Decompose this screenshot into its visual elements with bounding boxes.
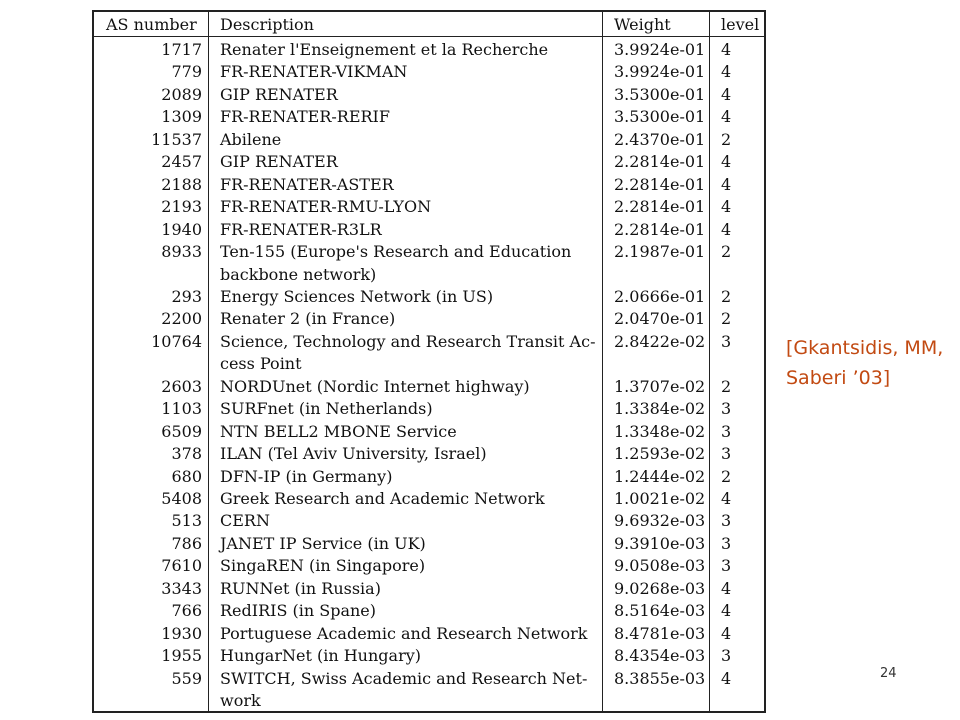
weight-cell: 1.3384e-02 bbox=[614, 399, 706, 419]
level-cell: 3 bbox=[721, 556, 732, 576]
as-number-cell: 8933 bbox=[161, 242, 202, 262]
table-row bbox=[94, 555, 764, 577]
description-cell: SWITCH, Swiss Academic and Research Net- bbox=[220, 668, 588, 688]
level-cell: 3 bbox=[721, 421, 732, 441]
description-cell: GIP RENATER bbox=[220, 152, 338, 172]
level-cell: 4 bbox=[721, 152, 732, 172]
as-number-cell: 2193 bbox=[161, 197, 202, 217]
table-row bbox=[94, 488, 764, 510]
table-row bbox=[94, 376, 764, 398]
weight-cell: 9.0508e-03 bbox=[614, 556, 706, 576]
description-cell: FR-RENATER-RMU-LYON bbox=[220, 197, 432, 217]
header-weight: Weight bbox=[614, 15, 671, 34]
as-number-cell: 3343 bbox=[161, 578, 202, 598]
as-number-cell: 513 bbox=[171, 511, 202, 531]
weight-cell: 2.8422e-02 bbox=[614, 331, 706, 351]
table-row bbox=[94, 286, 764, 308]
description-cell: FR-RENATER-VIKMAN bbox=[220, 62, 408, 82]
description-cell: NTN BELL2 MBONE Service bbox=[220, 421, 457, 441]
as-number-cell: 1103 bbox=[161, 399, 202, 419]
weight-cell: 8.4354e-03 bbox=[614, 646, 706, 666]
table-row bbox=[94, 353, 764, 375]
as-number-cell: 5408 bbox=[161, 489, 202, 508]
table-row bbox=[94, 645, 764, 667]
description-cell: Ten-155 (Europe's Research and Education bbox=[220, 242, 572, 262]
header-description: Description bbox=[220, 15, 314, 34]
description-cell: SingaREN (in Singapore) bbox=[220, 556, 426, 576]
description-cell: CERN bbox=[220, 511, 270, 531]
weight-cell: 2.0470e-01 bbox=[614, 309, 706, 329]
weight-cell: 2.2814e-01 bbox=[614, 219, 706, 239]
description-cell: SURFnet (in Netherlands) bbox=[220, 399, 433, 419]
table-row bbox=[94, 600, 764, 622]
level-cell: 4 bbox=[721, 668, 732, 688]
as-number-cell: 779 bbox=[171, 62, 202, 82]
as-number-cell: 680 bbox=[171, 466, 202, 486]
level-cell: 4 bbox=[721, 62, 732, 82]
level-cell: 4 bbox=[721, 219, 732, 239]
table-row bbox=[94, 84, 764, 106]
weight-cell: 1.2444e-02 bbox=[614, 466, 706, 486]
description-cell: FR-RENATER-R3LR bbox=[220, 219, 382, 239]
description-cell: Greek Research and Academic Network bbox=[220, 489, 545, 508]
weight-cell: 1.2593e-02 bbox=[614, 444, 706, 464]
level-cell: 4 bbox=[721, 489, 732, 508]
table-row bbox=[94, 623, 764, 645]
as-number-cell: 2188 bbox=[161, 174, 202, 194]
table-row bbox=[94, 219, 764, 241]
description-cell: ILAN (Tel Aviv University, Israel) bbox=[220, 444, 487, 464]
level-cell: 4 bbox=[721, 578, 732, 598]
as-number-cell: 1309 bbox=[161, 107, 202, 127]
page-number: 24 bbox=[880, 666, 897, 681]
weight-cell: 2.2814e-01 bbox=[614, 174, 706, 194]
citation-line: [Gkantsidis, MM, bbox=[786, 337, 944, 359]
level-cell: 2 bbox=[721, 242, 732, 262]
level-cell: 4 bbox=[721, 84, 732, 104]
as-number-cell: 10764 bbox=[151, 331, 202, 351]
weight-cell: 2.0666e-01 bbox=[614, 286, 706, 306]
table-row bbox=[94, 174, 764, 196]
description-cell: FR-RENATER-ASTER bbox=[220, 174, 394, 194]
weight-cell: 8.3855e-03 bbox=[614, 668, 706, 688]
table-row bbox=[94, 578, 764, 600]
level-cell: 2 bbox=[721, 129, 732, 149]
weight-cell: 9.6932e-03 bbox=[614, 511, 706, 531]
description-cell: JANET IP Service (in UK) bbox=[220, 533, 426, 553]
table-row bbox=[94, 331, 764, 353]
description-cell: Energy Sciences Network (in US) bbox=[220, 286, 494, 306]
weight-cell: 1.3707e-02 bbox=[614, 376, 706, 396]
table-row bbox=[94, 690, 764, 712]
as-number-cell: 2200 bbox=[161, 309, 202, 329]
as-number-cell: 766 bbox=[171, 601, 202, 621]
weight-cell: 9.3910e-03 bbox=[614, 533, 706, 553]
description-cell: work bbox=[220, 691, 261, 711]
description-cell: Renater l'Enseignement et la Recherche bbox=[220, 40, 549, 59]
weight-cell: 3.9924e-01 bbox=[614, 62, 706, 82]
level-cell: 4 bbox=[721, 601, 732, 621]
description-cell: Abilene bbox=[220, 129, 282, 149]
description-cell: FR-RENATER-RERIF bbox=[220, 107, 390, 127]
level-cell: 3 bbox=[721, 533, 732, 553]
header-level: level bbox=[721, 15, 760, 34]
table-row bbox=[94, 129, 764, 151]
table-row bbox=[94, 106, 764, 128]
description-cell: backbone network) bbox=[220, 264, 377, 284]
table-row bbox=[94, 61, 764, 83]
description-cell: Science, Technology and Research Transit Ac- bbox=[220, 331, 596, 351]
table-row bbox=[94, 421, 764, 443]
weight-cell: 2.1987e-01 bbox=[614, 242, 706, 262]
description-cell: DFN-IP (in Germany) bbox=[220, 466, 393, 486]
citation-line: Saberi ’03] bbox=[786, 367, 891, 389]
weight-cell: 2.2814e-01 bbox=[614, 152, 706, 172]
header-rule bbox=[94, 36, 764, 37]
table-row bbox=[94, 39, 764, 61]
level-cell: 4 bbox=[721, 197, 732, 217]
description-cell: RedIRIS (in Spane) bbox=[220, 601, 376, 621]
as-number-cell: 6509 bbox=[161, 421, 202, 441]
description-cell: cess Point bbox=[220, 354, 302, 374]
table-row bbox=[94, 398, 764, 420]
level-cell: 3 bbox=[721, 511, 732, 531]
weight-cell: 2.2814e-01 bbox=[614, 197, 706, 217]
description-cell: Renater 2 (in France) bbox=[220, 309, 396, 329]
table-row bbox=[94, 151, 764, 173]
weight-cell: 3.5300e-01 bbox=[614, 84, 706, 104]
weight-cell: 1.0021e-02 bbox=[614, 489, 706, 508]
as-number-cell: 11537 bbox=[151, 129, 202, 149]
table-row bbox=[94, 196, 764, 218]
table-row bbox=[94, 668, 764, 690]
level-cell: 2 bbox=[721, 466, 732, 486]
weight-cell: 1.3348e-02 bbox=[614, 421, 706, 441]
as-number-cell: 786 bbox=[171, 533, 202, 553]
as-number-cell: 2457 bbox=[161, 152, 202, 172]
table-row bbox=[94, 241, 764, 263]
table-row bbox=[94, 264, 764, 286]
table-row bbox=[94, 533, 764, 555]
level-cell: 2 bbox=[721, 286, 732, 306]
level-cell: 3 bbox=[721, 399, 732, 419]
weight-cell: 3.9924e-01 bbox=[614, 40, 706, 59]
as-number-cell: 559 bbox=[171, 668, 202, 688]
level-cell: 3 bbox=[721, 331, 732, 351]
weight-cell: 8.4781e-03 bbox=[614, 623, 706, 643]
as-number-cell: 1717 bbox=[161, 40, 202, 59]
as-number-cell: 2603 bbox=[161, 376, 202, 396]
description-cell: HungarNet (in Hungary) bbox=[220, 646, 421, 666]
as-number-cell: 293 bbox=[171, 286, 202, 306]
as-number-cell: 1930 bbox=[161, 623, 202, 643]
level-cell: 2 bbox=[721, 309, 732, 329]
weight-cell: 9.0268e-03 bbox=[614, 578, 706, 598]
as-number-cell: 1940 bbox=[161, 219, 202, 239]
weight-cell: 3.5300e-01 bbox=[614, 107, 706, 127]
level-cell: 2 bbox=[721, 376, 732, 396]
as-number-cell: 7610 bbox=[161, 556, 202, 576]
table-row bbox=[94, 510, 764, 532]
description-cell: Portuguese Academic and Research Network bbox=[220, 623, 588, 643]
as-number-cell: 1955 bbox=[161, 646, 202, 666]
header-as-number: AS number bbox=[106, 15, 197, 34]
level-cell: 3 bbox=[721, 646, 732, 666]
as-number-cell: 2089 bbox=[161, 84, 202, 104]
as-number-cell: 378 bbox=[171, 444, 202, 464]
description-cell: GIP RENATER bbox=[220, 84, 338, 104]
description-cell: RUNNet (in Russia) bbox=[220, 578, 381, 598]
as-weight-table bbox=[92, 10, 766, 713]
table-row bbox=[94, 466, 764, 488]
level-cell: 4 bbox=[721, 174, 732, 194]
table-row bbox=[94, 308, 764, 330]
table-row bbox=[94, 443, 764, 465]
weight-cell: 8.5164e-03 bbox=[614, 601, 706, 621]
level-cell: 4 bbox=[721, 40, 732, 59]
citation bbox=[786, 333, 960, 393]
weight-cell: 2.4370e-01 bbox=[614, 129, 706, 149]
level-cell: 4 bbox=[721, 623, 732, 643]
level-cell: 4 bbox=[721, 107, 732, 127]
level-cell: 3 bbox=[721, 444, 732, 464]
description-cell: NORDUnet (Nordic Internet highway) bbox=[220, 376, 530, 396]
